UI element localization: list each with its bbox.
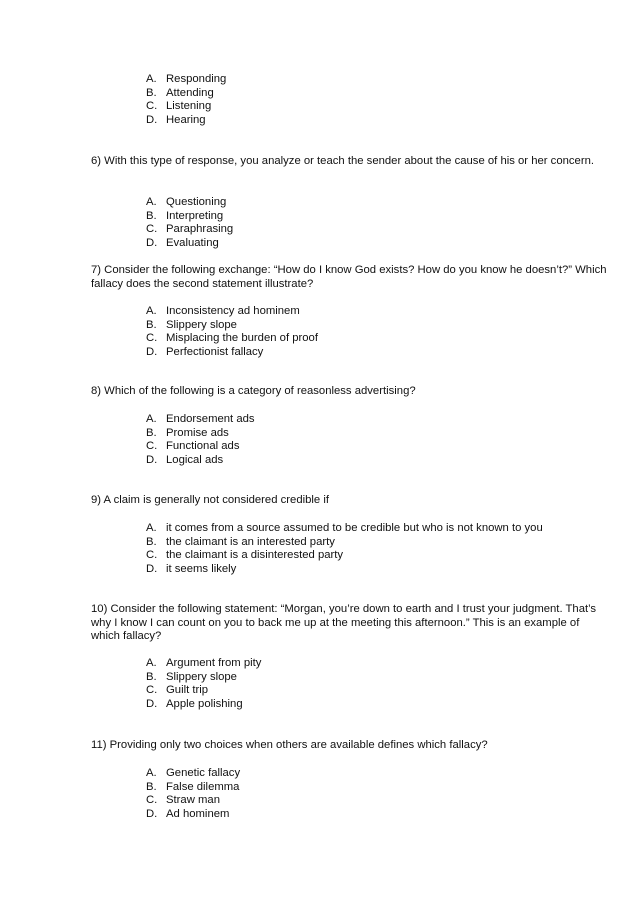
- question-6: 6) With this type of response, you analyze or teach the sender about the cause of his or her concern.: [91, 155, 594, 167]
- option-b: B. Slippery slope: [146, 670, 237, 683]
- option-d: D. Apple polishing: [146, 698, 243, 711]
- options-list-q8: [146, 413, 255, 468]
- option-b: B. Interpreting: [146, 209, 224, 222]
- question-8: 8) Which of the following is a category of reasonless advertising?: [91, 385, 416, 397]
- options-list-q6: [146, 196, 233, 251]
- options-list-q11: [146, 767, 240, 822]
- option-b: B. Slippery slope: [146, 318, 237, 331]
- option-a: A. it comes from a source assumed to be credible but who is not known to you: [146, 522, 543, 534]
- option-d: D. Hearing: [146, 114, 206, 127]
- option-c: C. Straw man: [146, 794, 220, 807]
- question-7: 7) Consider the following exchange: “How do I know God exists? How do you know he doesn’t?” Which fallacy does the second statement illustrate?: [91, 264, 607, 290]
- option-a: A. Argument from pity: [146, 657, 262, 669]
- option-b: B. Attending: [146, 86, 214, 99]
- option-c: C. Listening: [146, 100, 212, 113]
- option-c: C. Functional ads: [146, 440, 240, 453]
- options-list-q9: [146, 522, 543, 577]
- question-9: 9) A claim is generally not considered credible if: [91, 494, 329, 506]
- options-list-q7: [146, 305, 318, 360]
- option-d: D. Logical ads: [146, 454, 224, 467]
- option-c: C. Guilt trip: [146, 684, 209, 697]
- option-c: C. the claimant is a disinterested party: [146, 549, 344, 562]
- option-a: A. Endorsement ads: [146, 413, 255, 425]
- option-d: D. Evaluating: [146, 237, 219, 250]
- question-10: 10) Consider the following statement: “Morgan, you’re down to earth and I trust your judgment. That’s why I know I can count on you to back me up at the meeting this afternoon.” This is an example of which fallacy?: [91, 603, 597, 643]
- question-11: 11) Providing only two choices when others are available defines which fallacy?: [91, 739, 488, 751]
- options-list-q10: [146, 657, 261, 712]
- option-a: A. Genetic fallacy: [146, 767, 241, 779]
- option-a: A. Responding: [146, 73, 227, 85]
- option-d: D. Perfectionist fallacy: [146, 346, 264, 359]
- option-b: B. False dilemma: [146, 780, 240, 793]
- option-a: A. Questioning: [146, 196, 227, 208]
- option-c: C. Paraphrasing: [146, 223, 234, 236]
- option-b: B. the claimant is an interested party: [146, 535, 335, 548]
- option-d: D. Ad hominem: [146, 808, 230, 821]
- option-b: B. Promise ads: [146, 426, 229, 439]
- option-a: A. Inconsistency ad hominem: [146, 305, 300, 317]
- options-list-q5: [146, 73, 226, 128]
- option-d: D. it seems likely: [146, 563, 237, 576]
- option-c: C. Misplacing the burden of proof: [146, 332, 318, 345]
